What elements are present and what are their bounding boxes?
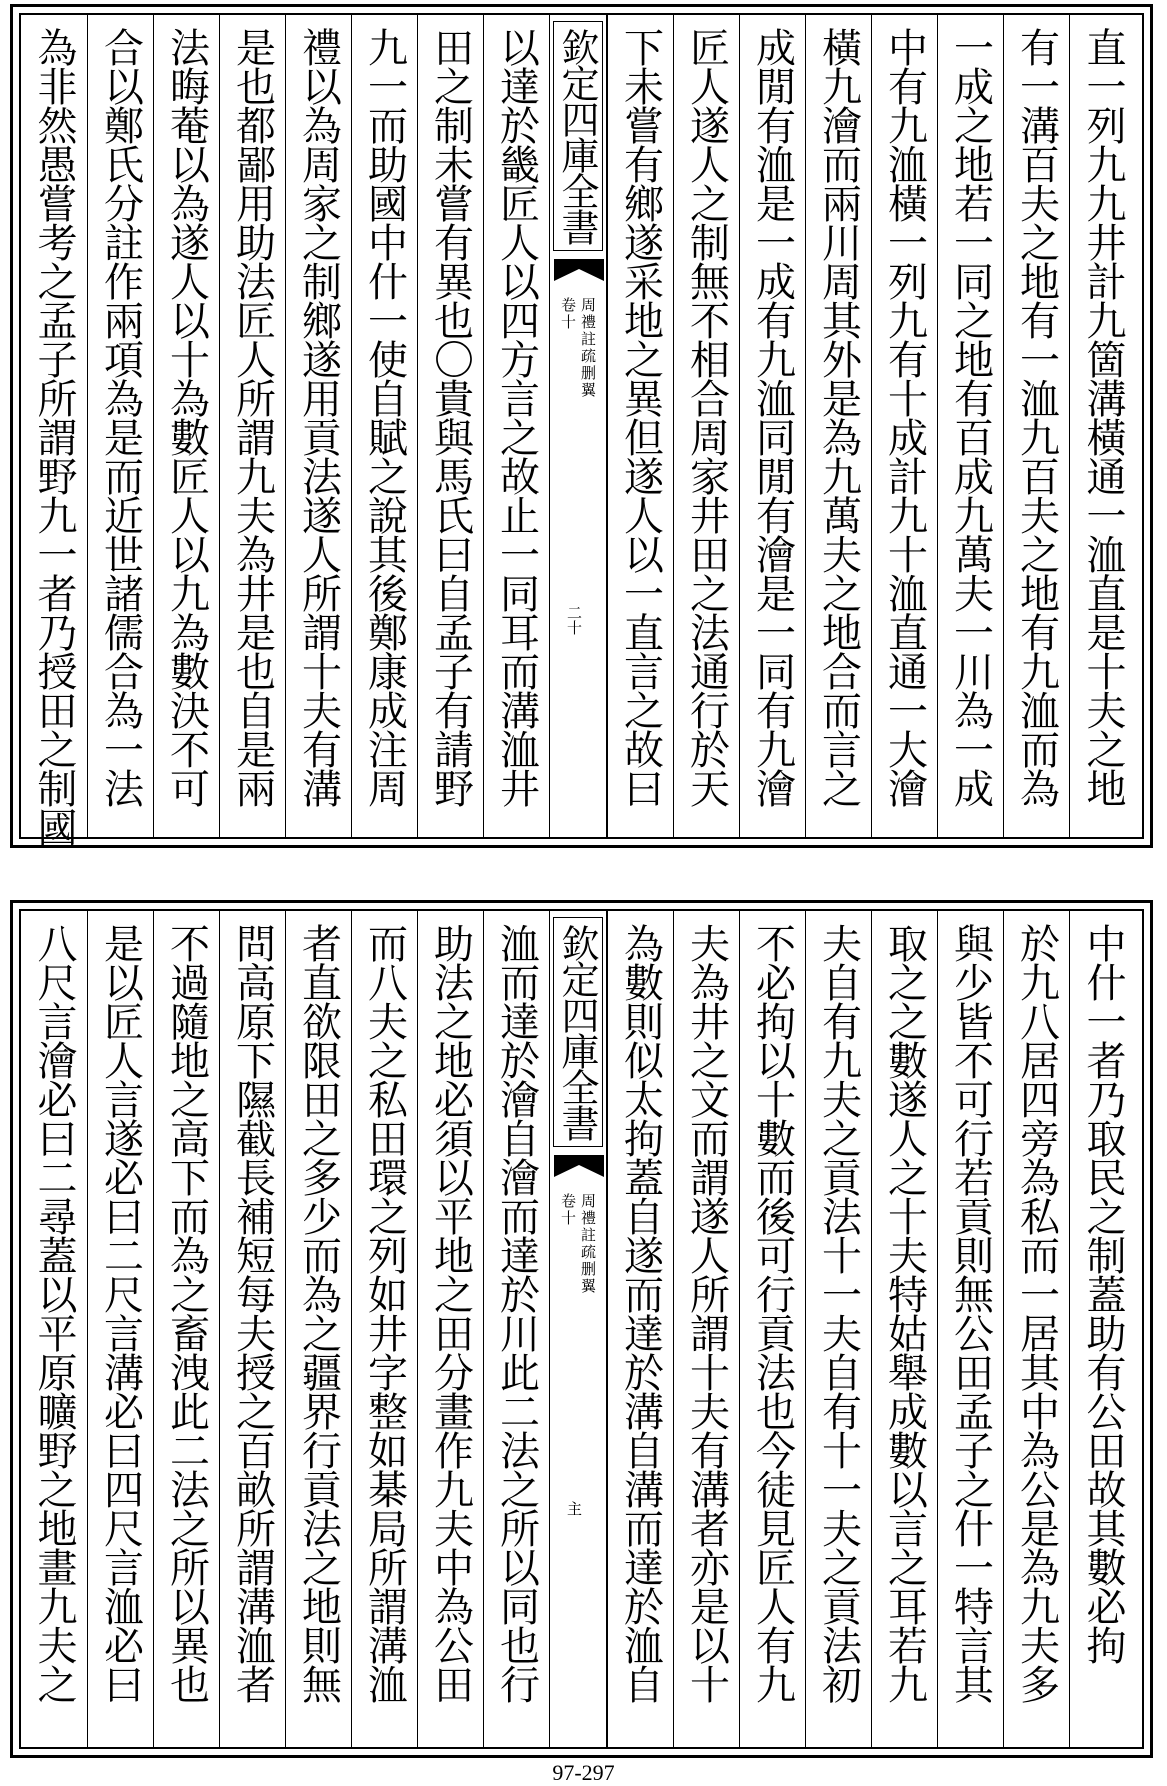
text-column: 法晦菴以為遂人以十為數匠人以九為數決不可: [153, 15, 219, 837]
leaf-number: 二十: [565, 605, 583, 635]
text-column: 下未嘗有鄉遂采地之異但遂人以一直言之故曰: [607, 15, 673, 837]
text-column: 為數則似太拘蓋自遂而達於溝自溝而達於洫自: [607, 911, 673, 1747]
text-column: 直一列九九井計九箇溝橫通一洫直是十夫之地: [1069, 15, 1136, 837]
text-column: 匠人遂人之制無不相合周家井田之法通行於天: [673, 15, 739, 837]
text-column: 八尺言澮必曰二尋蓋以平原曠野之地畫九夫之: [31, 923, 77, 1703]
text-column: 一成之地若一同之地有百成九萬夫一川為一成: [937, 15, 1003, 837]
text-column: 問高原下隰截長補短每夫授之百畝所謂溝洫者: [219, 911, 285, 1747]
text-column: 夫自有九夫之貢法十一夫自有十一夫之貢法初: [805, 911, 871, 1747]
text-column: 為非然愚嘗考之孟子所謂野九一者乃授田之制國: [31, 27, 77, 846]
lower-page: [10, 900, 1153, 1758]
text-column: 取之之數遂人之十夫特姑舉成數以言之耳若九: [871, 911, 937, 1747]
text-column: 中什一者乃取民之制蓋助有公田故其數必拘: [1069, 911, 1136, 1747]
text-column: 不必拘以十數而後可行貢法也今徒見匠人有九: [739, 911, 805, 1747]
text-column: 於九八居四旁為私而一居其中為公是為九夫多: [1003, 911, 1069, 1747]
volume-number: 卷十: [559, 297, 577, 331]
text-column: 是也都鄙用助法匠人所謂九夫為井是也自是兩: [219, 15, 285, 837]
text-column: 有一溝百夫之地有一洫九百夫之地有九洫而為: [1003, 15, 1069, 837]
text-column: 九一而助國中什一使自賦之說其後鄭康成注周: [351, 15, 417, 837]
text-column: 洫而達於澮自澮而達於川此二法之所以同也行: [483, 911, 549, 1747]
center-margin: [549, 15, 607, 837]
text-column: 是以匠人言遂必曰二尺言溝必曰四尺言洫必曰: [87, 911, 153, 1747]
text-column: 夫為井之文而謂遂人所謂十夫有溝者亦是以十: [673, 911, 739, 1747]
text-column: 以達於畿匠人以四方言之故止一同耳而溝洫井: [483, 15, 549, 837]
page-footer-number: 97-297: [552, 1760, 615, 1785]
text-column: 而八夫之私田環之列如井字整如棊局所謂溝洫: [351, 911, 417, 1747]
upper-page: [10, 4, 1153, 848]
center-margin: [549, 911, 607, 1747]
fishtail-mark-icon: [554, 259, 604, 281]
text-column: 合以鄭氏分註作兩項為是而近世諸儒合為一法: [87, 15, 153, 837]
text-column: 與少皆不可行若貢則無公田孟子之什一特言其: [937, 911, 1003, 1747]
lower-page-frame: [19, 909, 1144, 1749]
volume-number: 卷十: [559, 1193, 577, 1227]
text-column: 田之制未嘗有異也〇貴與馬氏曰自孟子有請野: [417, 15, 483, 837]
text-column: 者直欲限田之多少而為之疆界行貢法之地則無: [285, 911, 351, 1747]
text-column: 中有九洫橫一列九有十成計九十洫直通一大澮: [871, 15, 937, 837]
book-title: 周禮註疏删翼: [579, 1193, 597, 1295]
text-column: 助法之地必須以平地之田分畫作九夫中為公田: [417, 911, 483, 1747]
library-title: 欽定四庫全書: [553, 21, 603, 251]
book-info: [554, 1193, 602, 1493]
upper-page-frame: [19, 13, 1144, 846]
fishtail-mark-icon: [554, 1155, 604, 1177]
text-column: 不過隨地之高下而為之畜洩此二法之所以異也: [153, 911, 219, 1747]
leaf-number: 主: [565, 1501, 583, 1516]
library-title: 欽定四庫全書: [553, 917, 603, 1147]
text-column: 禮以為周家之制鄉遂用貢法遂人所謂十夫有溝: [285, 15, 351, 837]
book-info: [554, 297, 602, 597]
text-column: 成閒有洫是一成有九洫同閒有澮是一同有九澮: [739, 15, 805, 837]
book-title: 周禮註疏删翼: [579, 297, 597, 399]
text-column: 橫九澮而兩川周其外是為九萬夫之地合而言之: [805, 15, 871, 837]
